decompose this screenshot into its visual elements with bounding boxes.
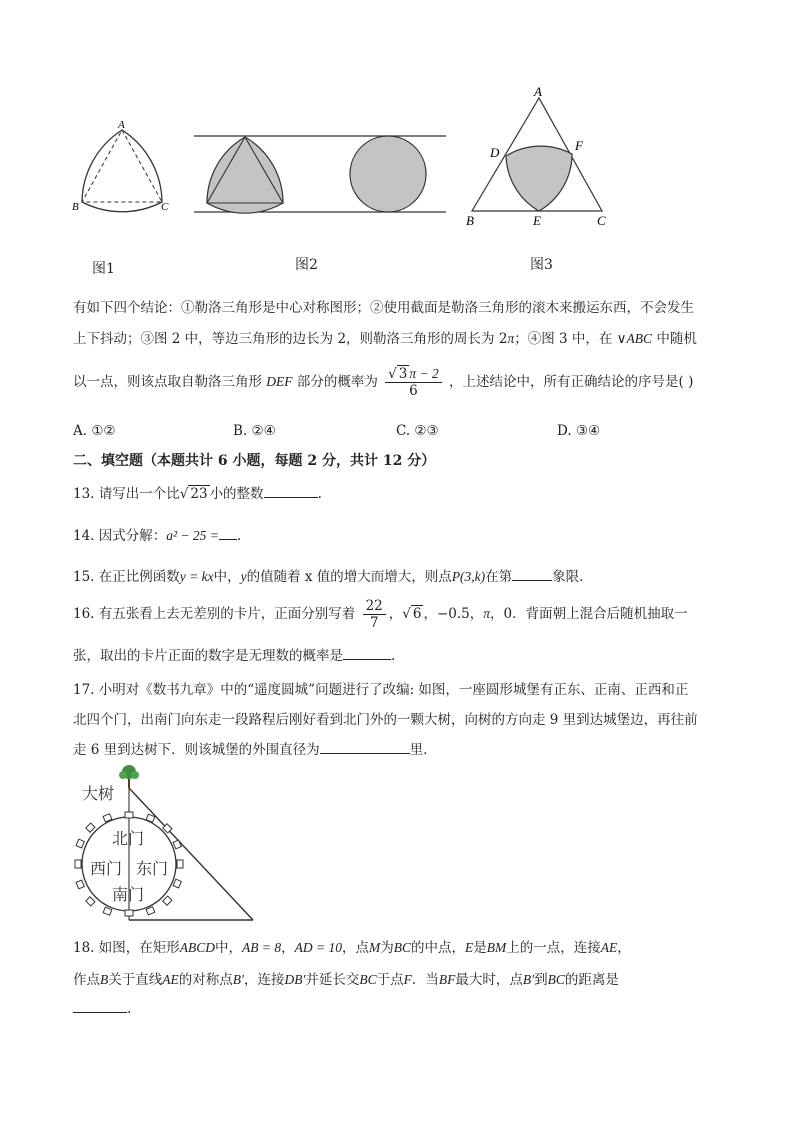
figure-1-caption: 图1 bbox=[92, 261, 115, 277]
q18-text: 关于直线 bbox=[108, 972, 163, 988]
q15-var: y bbox=[240, 569, 247, 584]
q18-b: B bbox=[100, 972, 109, 987]
q18-e: E bbox=[465, 940, 474, 955]
section-heading: 二、填空题（本题共计 6 小题，每题 2 分，共计 12 分） bbox=[73, 453, 436, 469]
q18-line2 bbox=[73, 968, 619, 988]
q12-option-a: A. ①② bbox=[73, 423, 116, 439]
q18-text: ，连接 bbox=[243, 972, 285, 988]
q14-pre: 14. 因式分解： bbox=[73, 528, 167, 544]
q13-blank[interactable] bbox=[264, 485, 318, 498]
q18-bprime: B′ bbox=[522, 972, 535, 987]
q15-point: P(3,k) bbox=[451, 569, 486, 584]
q13: 13. 请写出一个比√ 23 小的整数 . bbox=[73, 486, 322, 502]
label-b: B bbox=[72, 201, 79, 213]
q18-ae: AE bbox=[162, 972, 179, 987]
reuleaux-outline bbox=[82, 130, 162, 212]
q17-line1: 17. 小明对《数书九章》中的“遥度圆城”问题进行了改编: 如图，一座圆形城堡有正东、正南、正西和正 bbox=[73, 682, 689, 698]
q16-line1: 16. 有五张看上去无差别的卡片，正面分别写着 $\frac{22}{7}$ ，√ 6 ，−0.5，π，0．背面朝上混合后随机抽取一 bbox=[73, 598, 688, 631]
q18-line1 bbox=[73, 936, 631, 956]
q12-line2-text: 上下抖动；③图 2 中，等边三角形的边长为 2，则勒洛三角形的周长为 2 bbox=[73, 331, 508, 347]
q18-line3 bbox=[73, 1000, 131, 1017]
q12-line3-post: ，上述结论中，所有正确结论的序号是( ) bbox=[449, 374, 694, 390]
q15 bbox=[73, 565, 583, 585]
q18-bc: BC bbox=[547, 972, 565, 987]
q14-blank[interactable] bbox=[219, 527, 237, 540]
q17-blank[interactable] bbox=[320, 741, 410, 754]
label-b: B bbox=[466, 213, 474, 228]
q18-text: ， bbox=[617, 940, 631, 956]
figure-3-caption: 图3 bbox=[530, 257, 553, 273]
q16-frac-den: 7 bbox=[369, 615, 379, 631]
q14-expr: a² − 25 = bbox=[166, 528, 219, 543]
q18-bprime: B′ bbox=[232, 972, 244, 987]
dashed-triangle bbox=[82, 130, 162, 202]
q18-bc: BC bbox=[393, 940, 411, 955]
q18-text: 的距离是 bbox=[564, 972, 619, 988]
triangle-abc-label: ∨ABC bbox=[616, 331, 653, 346]
q12-option-b: B. ②④ bbox=[233, 423, 276, 439]
south-gate-label: 南门 bbox=[112, 887, 145, 904]
label-f: F bbox=[575, 138, 583, 153]
q18-text: 上的一点，连接 bbox=[506, 940, 601, 956]
q15-pre: 15. 在正比例函数 bbox=[73, 569, 180, 585]
label-c: C bbox=[597, 213, 606, 228]
q17-line3 bbox=[73, 738, 427, 758]
q12-line2-tail: ；④图 3 中，在 bbox=[514, 331, 613, 347]
q18-ad: AD = 10 bbox=[294, 940, 342, 955]
q12-line2 bbox=[73, 327, 697, 347]
q12-line2-end: 中随机 bbox=[656, 331, 697, 347]
label-a: A bbox=[118, 119, 125, 131]
label-c: C bbox=[161, 201, 169, 213]
q16-sep1: ， bbox=[388, 606, 403, 622]
west-gate-label: 西门 bbox=[90, 861, 123, 878]
q18-text: 18. 如图，在矩形 bbox=[73, 940, 180, 956]
q16-line2 bbox=[73, 644, 395, 664]
q18-abcd: ABCD bbox=[179, 940, 216, 955]
q13-root: 23 bbox=[190, 486, 208, 502]
q18-ab: AB = 8 bbox=[242, 940, 282, 955]
q18-text: 的中点， bbox=[411, 940, 465, 956]
q16-end: . bbox=[391, 648, 396, 664]
tree-label: 大树 bbox=[82, 786, 115, 803]
def-label: DEF bbox=[266, 374, 293, 389]
q12-line3-mid: 部分的概率为 bbox=[296, 374, 378, 390]
q15-mid2: 的值随着 x 值的增大而增大，则点 bbox=[246, 569, 452, 585]
q14 bbox=[73, 524, 241, 544]
q13-end: . bbox=[317, 486, 322, 502]
q18-text: 并延长交 bbox=[305, 972, 360, 988]
q16-frac-num: 22 bbox=[363, 598, 386, 615]
q18-text: 最大时，点 bbox=[455, 972, 523, 988]
q18-m: M bbox=[368, 940, 381, 955]
q18-blank[interactable] bbox=[73, 1000, 127, 1013]
figure-2 bbox=[190, 130, 450, 220]
q16-pi: π bbox=[483, 606, 490, 621]
q16-rest: ，−0.5， bbox=[423, 606, 484, 622]
q18-text: ．当 bbox=[411, 972, 439, 988]
q18-text: 于点 bbox=[376, 972, 404, 988]
q18-text: 的对称点 bbox=[178, 972, 233, 988]
castle-figure bbox=[70, 762, 270, 927]
frac-root: 3 bbox=[398, 366, 408, 382]
q16-tail: ，0．背面朝上混合后随机抽取一 bbox=[490, 606, 688, 622]
q15-mid1: 中， bbox=[213, 569, 241, 585]
label-a: A bbox=[534, 84, 542, 99]
label-d: D bbox=[490, 145, 500, 160]
reuleaux-def bbox=[506, 146, 572, 211]
q15-blank[interactable] bbox=[512, 568, 552, 581]
q13-post: 小的整数 bbox=[209, 486, 264, 502]
q15-mid3: 在第 bbox=[485, 569, 513, 585]
q18-text: 为 bbox=[380, 940, 394, 956]
figure-1 bbox=[70, 118, 180, 218]
reuleaux-shape bbox=[207, 137, 283, 213]
q18-dbprime: DB′ bbox=[284, 972, 306, 987]
q18-text: 是 bbox=[473, 940, 487, 956]
q15-end: 象限. bbox=[552, 569, 584, 585]
q17-line3-text: 走 6 里到达树下．则该城堡的外围直径为 bbox=[73, 742, 320, 758]
q18-f: F bbox=[403, 972, 412, 987]
q12-option-d: D. ③④ bbox=[557, 423, 601, 439]
q18-text: ， bbox=[281, 940, 295, 956]
q12-line3 bbox=[73, 366, 693, 399]
q17-line2: 北四个门，出南门向东走一段路程后刚好看到北门外的一颗大树，向树的方向走 9 里到达城堡边，再往前 bbox=[73, 712, 698, 728]
sight-line bbox=[129, 788, 253, 920]
q17-end: 里. bbox=[409, 742, 428, 758]
probability-fraction: $\frac{√ 3 \pi - 2}{6}$ bbox=[385, 366, 442, 399]
pi-symbol: π bbox=[507, 331, 515, 346]
q12-line1: 有如下四个结论：①勒洛三角形是中心对称图形；②使用截面是勒洛三角形的滚木来搬运东西，不会发生 bbox=[73, 300, 694, 316]
q16-root: 6 bbox=[412, 606, 422, 622]
q18-bf: BF bbox=[438, 972, 456, 987]
q13-pre: 13. 请写出一个比 bbox=[73, 486, 180, 502]
figure-3 bbox=[462, 84, 622, 234]
q18-text: 中， bbox=[215, 940, 243, 956]
q16-blank[interactable] bbox=[343, 647, 391, 660]
q18-bm: BM bbox=[486, 940, 507, 955]
q16-fraction bbox=[363, 598, 386, 631]
east-gate-label: 东门 bbox=[136, 861, 169, 878]
north-gate-label: 北门 bbox=[112, 831, 145, 848]
q14-end: . bbox=[236, 528, 242, 544]
q15-func: y = kx bbox=[179, 569, 214, 584]
q18-text: ，点 bbox=[341, 940, 369, 956]
q12-line3-pre: 以一点，则该点取自勒洛三角形 bbox=[73, 374, 262, 390]
q12-option-c: C. ②③ bbox=[396, 423, 439, 439]
q18-bc: BC bbox=[359, 972, 377, 987]
circle-shape bbox=[350, 136, 426, 212]
frac-den: 6 bbox=[409, 383, 418, 399]
frac-num-tail: π − 2 bbox=[409, 366, 439, 381]
q16-pre: 16. 有五张看上去无差别的卡片，正面分别写着 bbox=[73, 606, 356, 622]
figure-2-caption: 图2 bbox=[295, 257, 318, 273]
q18-ae: AE bbox=[600, 940, 618, 955]
label-e: E bbox=[533, 213, 541, 228]
q18-text: 到 bbox=[534, 972, 548, 988]
q18-text: 作点 bbox=[73, 972, 100, 988]
q18-end: . bbox=[127, 1001, 132, 1017]
q16-line2-text: 张，取出的卡片正面的数字是无理数的概率是 bbox=[73, 648, 343, 664]
